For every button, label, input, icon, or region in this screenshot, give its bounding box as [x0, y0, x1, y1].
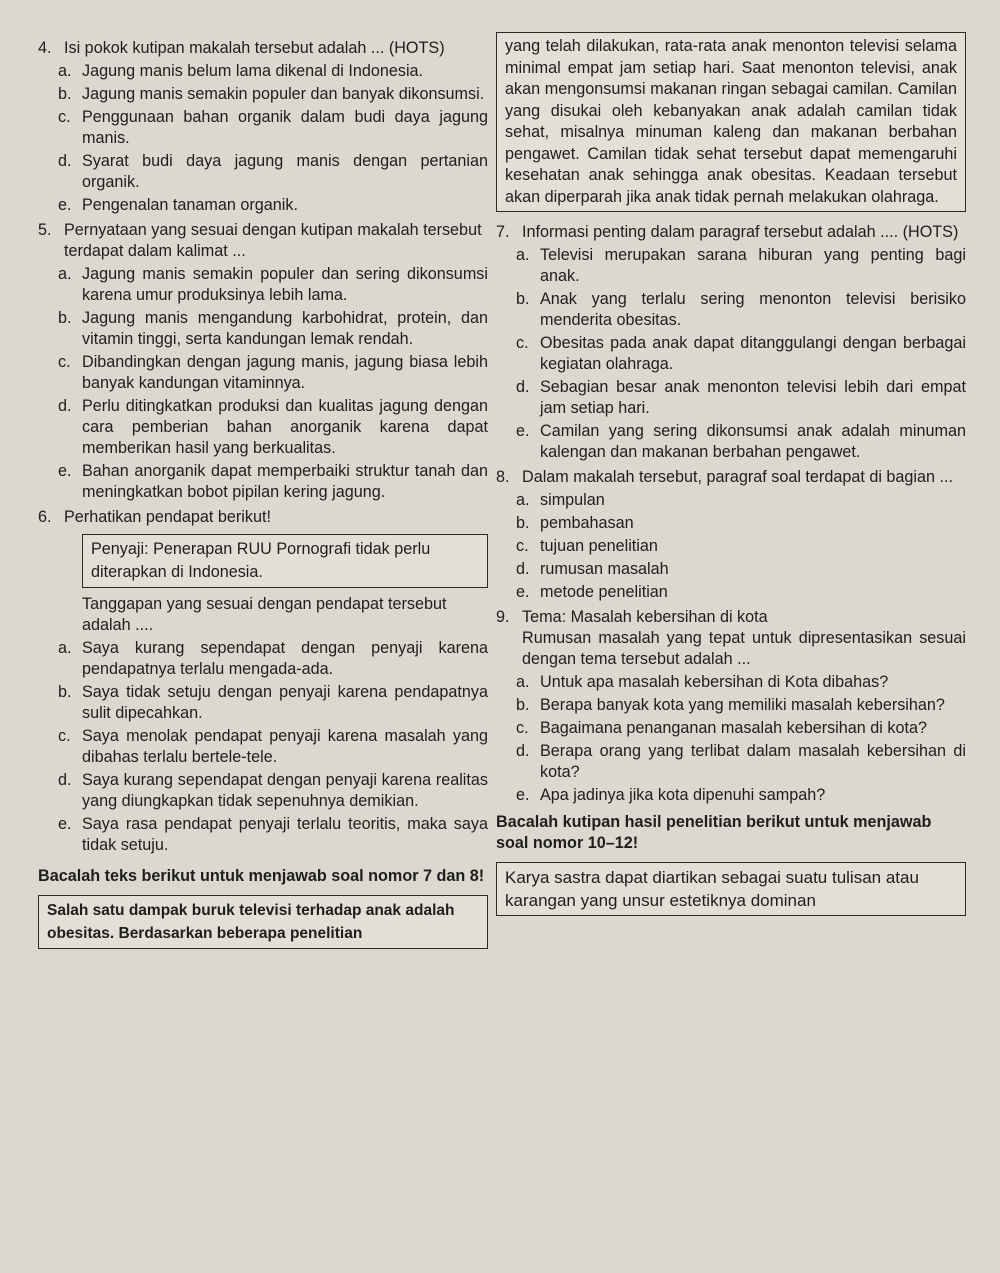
option-b: b. Anak yang terlalu sering menonton televisi berisiko menderita obesitas. [516, 290, 966, 329]
question-number: 5. [38, 221, 52, 239]
option-a: a. Untuk apa masalah kebersihan di Kota dibahas? [516, 673, 889, 691]
option-a: a. simpulan [516, 491, 605, 509]
left-column [38, 38, 488, 949]
option-b: b. Jagung manis semakin populer dan banyak dikonsumsi. [58, 85, 485, 103]
option-c: c. Obesitas pada anak dapat ditanggulangi dengan berbagai kegiatan olahraga. [516, 334, 966, 373]
research-excerpt-box: Karya sastra dapat diartikan sebagai suatu tulisan atau karangan yang unsur estetiknya dominan [496, 862, 966, 916]
question-number: 7. [496, 223, 510, 241]
option-e: e. Bahan anorganik dapat memperbaiki struktur tanah dan meningkatkan bobot pipilan kering jagung. [58, 462, 488, 501]
option-c: c. Bagaimana penanganan masalah kebersihan di kota? [516, 719, 927, 737]
option-d: d. Perlu ditingkatkan produksi dan kualitas jagung dengan cara pemberian bahan anorganik karena dapat memberikan hasil yang berkualitas. [58, 397, 488, 457]
option-e: e. Apa jadinya jika kota dipenuhi sampah? [516, 786, 826, 804]
option-e: e. metode penelitian [516, 583, 668, 601]
question-text: Tema: Masalah kebersihan di kota [522, 608, 768, 626]
reading-instruction: Bacalah kutipan hasil penelitian berikut untuk menjawab soal nomor 10–12! [496, 813, 932, 852]
option-a: a. Jagung manis belum lama dikenal di Indonesia. [58, 62, 424, 80]
option-a: a. Televisi merupakan sarana hiburan yang penting bagi anak. [516, 246, 966, 285]
option-d: d. Berapa orang yang terlibat dalam masalah kebersihan di kota? [516, 742, 966, 781]
question-number: 6. [38, 508, 52, 526]
question-number: 4. [38, 39, 52, 57]
question-text: Pernyataan yang sesuai dengan kutipan makalah tersebut terdapat dalam kalimat ... [64, 221, 482, 260]
option-b: b. pembahasan [516, 514, 634, 532]
option-b: b. Jagung manis mengandung karbohidrat, protein, dan vitamin tinggi, serta kandungan lemak rendah. [58, 309, 488, 348]
question-number: 8. [496, 468, 510, 486]
reading-instruction: Bacalah teks berikut untuk menjawab soal nomor 7 dan 8! [38, 867, 485, 885]
option-c: c. Dibandingkan dengan jagung manis, jagung biasa lebih banyak kandungan vitaminnya. [58, 353, 488, 392]
option-e: e. Camilan yang sering dikonsumsi anak adalah minuman kalengan dan makanan berbahan pengawet. [516, 422, 966, 461]
right-column [496, 32, 966, 916]
question-6 [38, 507, 488, 856]
option-b: b. Saya tidak setuju dengan penyaji karena pendapatnya sulit dipecahkan. [58, 683, 488, 722]
opinion-box: Penyaji: Penerapan RUU Pornografi tidak perlu diterapkan di Indonesia. [82, 534, 488, 588]
question-9 [496, 607, 966, 806]
question-number: 9. [496, 608, 510, 626]
option-d: d. Sebagian besar anak menonton televisi lebih dari empat jam setiap hari. [516, 378, 966, 417]
question-text: Perhatikan pendapat berikut! [64, 508, 271, 526]
option-a: a. Saya kurang sependapat dengan penyaji karena pendapatnya terlalu mengada-ada. [58, 639, 488, 678]
option-b: b. Berapa banyak kota yang memiliki masalah kebersihan? [516, 696, 945, 714]
question-text: Dalam makalah tersebut, paragraf soal terdapat di bagian ... [522, 468, 954, 486]
question-stem: Rumusan masalah yang tepat untuk dipresentasikan sesuai dengan tema tersebut adalah ... [522, 629, 966, 668]
option-d: d. Saya kurang sependapat dengan penyaji karena realitas yang diungkapkan tidak sepenuhnya demikian. [58, 771, 488, 810]
option-c: c. Saya menolak pendapat penyaji karena masalah yang dibahas terlalu bertele-tele. [58, 727, 488, 766]
question-7 [496, 222, 966, 463]
option-a: a. Jagung manis semakin populer dan sering dikonsumsi karena umur produksinya lebih lama. [58, 265, 488, 304]
reading-passage-box: Salah satu dampak buruk televisi terhadap anak adalah obesitas. Berdasarkan beberapa penelitian [38, 895, 488, 949]
option-d: d. Syarat budi daya jagung manis dengan pertanian organik. [58, 152, 488, 191]
question-text: Informasi penting dalam paragraf tersebut adalah .... (HOTS) [522, 223, 959, 241]
option-d: d. rumusan masalah [516, 560, 669, 578]
question-text: Isi pokok kutipan makalah tersebut adalah ... (HOTS) [64, 39, 445, 57]
question-4 [38, 38, 488, 216]
question-5 [38, 220, 488, 503]
option-c: c. tujuan penelitian [516, 537, 658, 555]
passage-box: yang telah dilakukan, rata-rata anak menonton televisi selama minimal empat jam setiap hari. Saat menonton televisi, anak akan mengonsumsi makanan ringan sebagai camilan. Camilan yang disukai oleh kebanyakan anak adalah camilan tidak sehat, misalnya minuman kaleng dan makanan berbahan pengawet. Camilan tidak sehat tersebut dapat memengaruhi kesehatan anak sehingga anak obesitas. Keadaan tersebut akan diperparah jika anak tidak pernah melakukan olahraga. [496, 32, 966, 212]
question-stem: Tanggapan yang sesuai dengan pendapat tersebut adalah .... [82, 595, 447, 634]
option-e: e. Pengenalan tanaman organik. [58, 196, 298, 214]
option-e: e. Saya rasa pendapat penyaji terlalu teoritis, maka saya tidak setuju. [58, 815, 488, 854]
option-c: c. Penggunaan bahan organik dalam budi daya jagung manis. [58, 108, 488, 147]
question-8 [496, 467, 966, 603]
